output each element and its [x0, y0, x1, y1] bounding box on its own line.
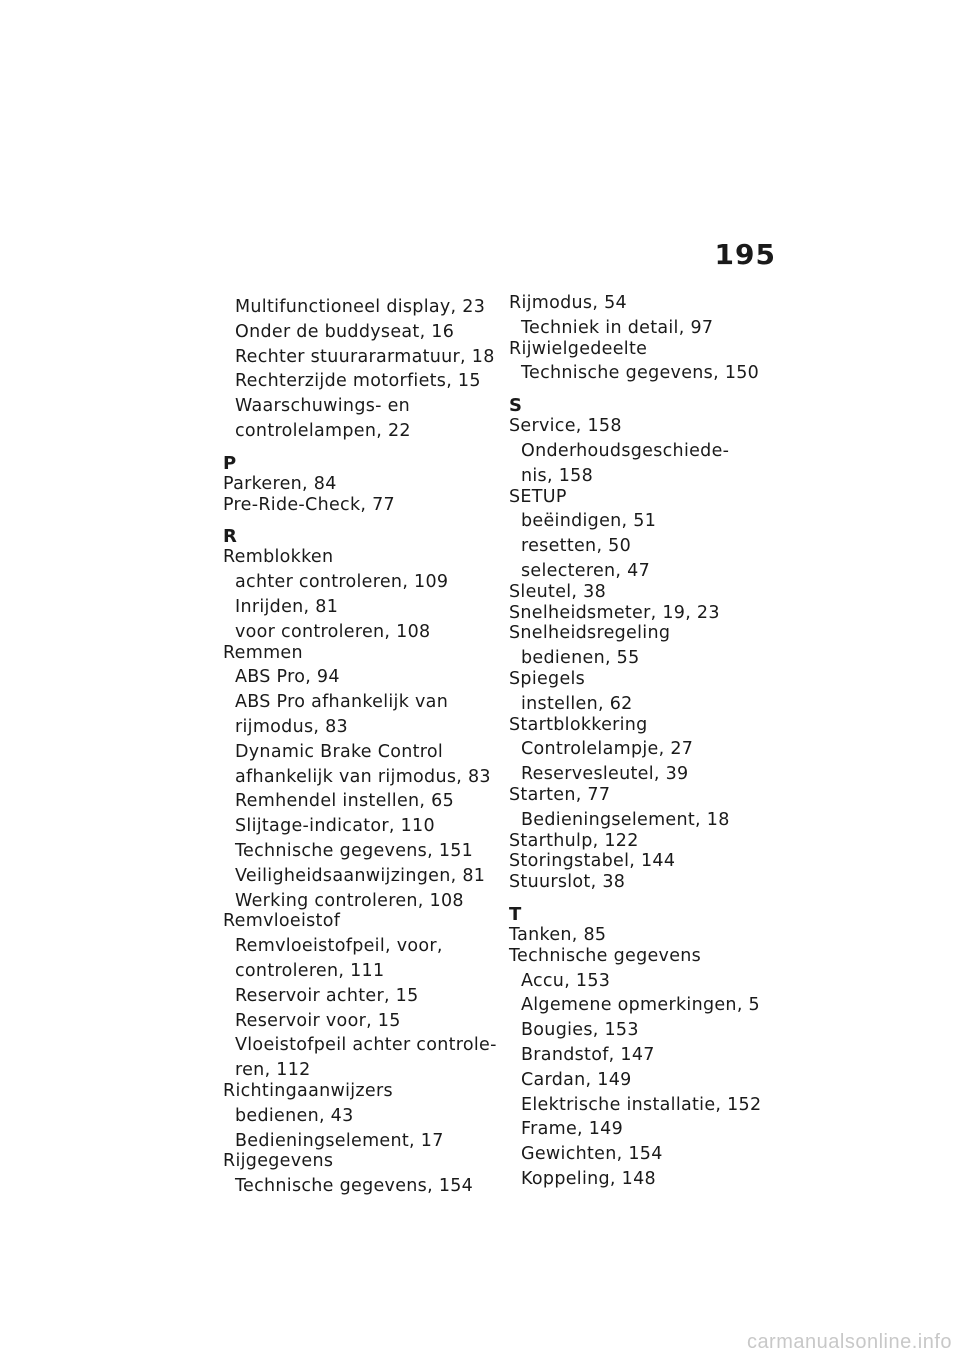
index-subentry: achter controleren, 109: [235, 572, 449, 593]
index-entry: Remblokken: [223, 547, 334, 568]
index-subentry: Reservoir achter, 15: [235, 985, 419, 1006]
index-subentry-continuation: rijmodus, 83: [235, 716, 348, 737]
index-subentry: instellen, 62: [521, 693, 633, 714]
index-entry: Sleutel, 38: [509, 581, 607, 602]
index-subentry: Inrijden, 81: [235, 596, 339, 617]
index-subentry: Onderhoudsgeschiede-: [521, 440, 730, 461]
index-subentry: Dynamic Brake Control: [235, 741, 444, 762]
index-subentry: Reservesleutel, 39: [521, 764, 689, 785]
index-subentry: Multifunctioneel display, 23: [235, 297, 486, 317]
index-entry: Parkeren, 84: [223, 473, 337, 494]
index-subentry: Onder de buddyseat, 16: [235, 321, 455, 342]
index-letter-heading: R: [223, 526, 237, 548]
index-subentry: Remvloeistofpeil, voor,: [235, 936, 443, 957]
index-entry: Service, 158: [509, 416, 622, 437]
index-subentry: Werking controleren, 108: [235, 890, 464, 911]
index-entry: Tanken, 85: [509, 924, 607, 945]
index-subentry: Algemene opmerkingen, 5: [521, 995, 760, 1016]
index-letter-heading: P: [223, 452, 237, 474]
index-letter-heading: T: [509, 903, 522, 925]
index-subentry-continuation: afhankelijk van rijmodus, 83: [235, 766, 491, 787]
page-number: 195: [714, 238, 776, 271]
index-entry: Stuurslot, 38: [509, 872, 626, 893]
index-subentry: Reservoir voor, 15: [235, 1010, 401, 1031]
index-subentry: ABS Pro afhankelijk van: [235, 692, 449, 713]
index-subentry-continuation: nis, 158: [521, 465, 593, 486]
index-column-left: [223, 293, 497, 1197]
index-subentry: Elektrische installatie, 152: [521, 1094, 762, 1115]
index-subentry: ABS Pro, 94: [235, 667, 340, 688]
index-entry: Richtingaanwijzers: [223, 1080, 393, 1101]
index-subentry: Rechter stuurararmatuur, 18: [235, 346, 495, 367]
index-subentry: bedienen, 55: [521, 648, 640, 669]
index-subentry: Gewichten, 154: [521, 1144, 663, 1165]
index-subentry: Accu, 153: [521, 970, 611, 991]
index-entry: Rijgegevens: [223, 1151, 334, 1172]
index-column-right: [509, 293, 779, 1190]
index-entry: Rijmodus, 54: [509, 293, 627, 313]
index-subentry-continuation: ren, 112: [235, 1060, 311, 1081]
index-subentry: Bedieningselement, 18: [521, 809, 730, 830]
index-subentry: Vloeistofpeil achter controle-: [235, 1035, 497, 1056]
index-subentry: resetten, 50: [521, 536, 632, 557]
index-subentry: Technische gegevens, 151: [235, 840, 474, 861]
index-subentry: Bougies, 153: [521, 1020, 639, 1041]
index-entry: Technische gegevens: [509, 945, 702, 966]
index-entry: Snelheidsmeter, 19, 23: [509, 602, 720, 623]
index-subentry: voor controleren, 108: [235, 621, 431, 642]
index-entry: SETUP: [509, 486, 567, 507]
index-entry: Remmen: [223, 642, 303, 663]
index-subentry: Remhendel instellen, 65: [235, 791, 455, 812]
index-subentry-continuation: controleren, 111: [235, 960, 385, 981]
index-entry: Starten, 77: [509, 784, 611, 805]
index-subentry: Frame, 149: [521, 1119, 624, 1140]
index-subentry: Technische gegevens, 154: [235, 1176, 474, 1197]
index-subentry: selecteren, 47: [521, 560, 651, 581]
index-subentry: Waarschuwings- en: [235, 396, 411, 417]
index-entry: Spiegels: [509, 668, 586, 689]
index-letter-heading: S: [509, 395, 522, 417]
index-subentry: Techniek in detail, 97: [521, 317, 714, 338]
index-subentry: Koppeling, 148: [521, 1168, 656, 1189]
index-entry: Storingstabel, 144: [509, 851, 676, 872]
index-entry: Snelheidsregeling: [509, 623, 671, 644]
index-entry: Startblokkering: [509, 714, 648, 735]
index-subentry: Cardan, 149: [521, 1069, 632, 1090]
index-entry: Remvloeistof: [223, 911, 341, 932]
index-entry: Rijwielgedeelte: [509, 338, 648, 359]
index-subentry: Veiligheidsaanwijzingen, 81: [235, 865, 486, 886]
watermark-text: carmanualsonline.info: [746, 1331, 952, 1353]
index-subentry: bedienen, 43: [235, 1105, 354, 1126]
index-entry: Starthulp, 122: [509, 830, 639, 851]
index-subentry: Technische gegevens, 150: [521, 363, 760, 384]
index-subentry: Controlelampje, 27: [521, 739, 694, 760]
index-subentry: Brandstof, 147: [521, 1044, 655, 1065]
index-subentry: beëindigen, 51: [521, 511, 657, 532]
index-subentry: Rechterzijde motorfiets, 15: [235, 371, 481, 392]
index-subentry: Bedieningselement, 17: [235, 1130, 444, 1151]
index-subentry-continuation: controlelampen, 22: [235, 420, 411, 441]
index-entry: Pre-Ride-Check, 77: [223, 494, 395, 515]
index-subentry: Slijtage-indicator, 110: [235, 816, 435, 837]
